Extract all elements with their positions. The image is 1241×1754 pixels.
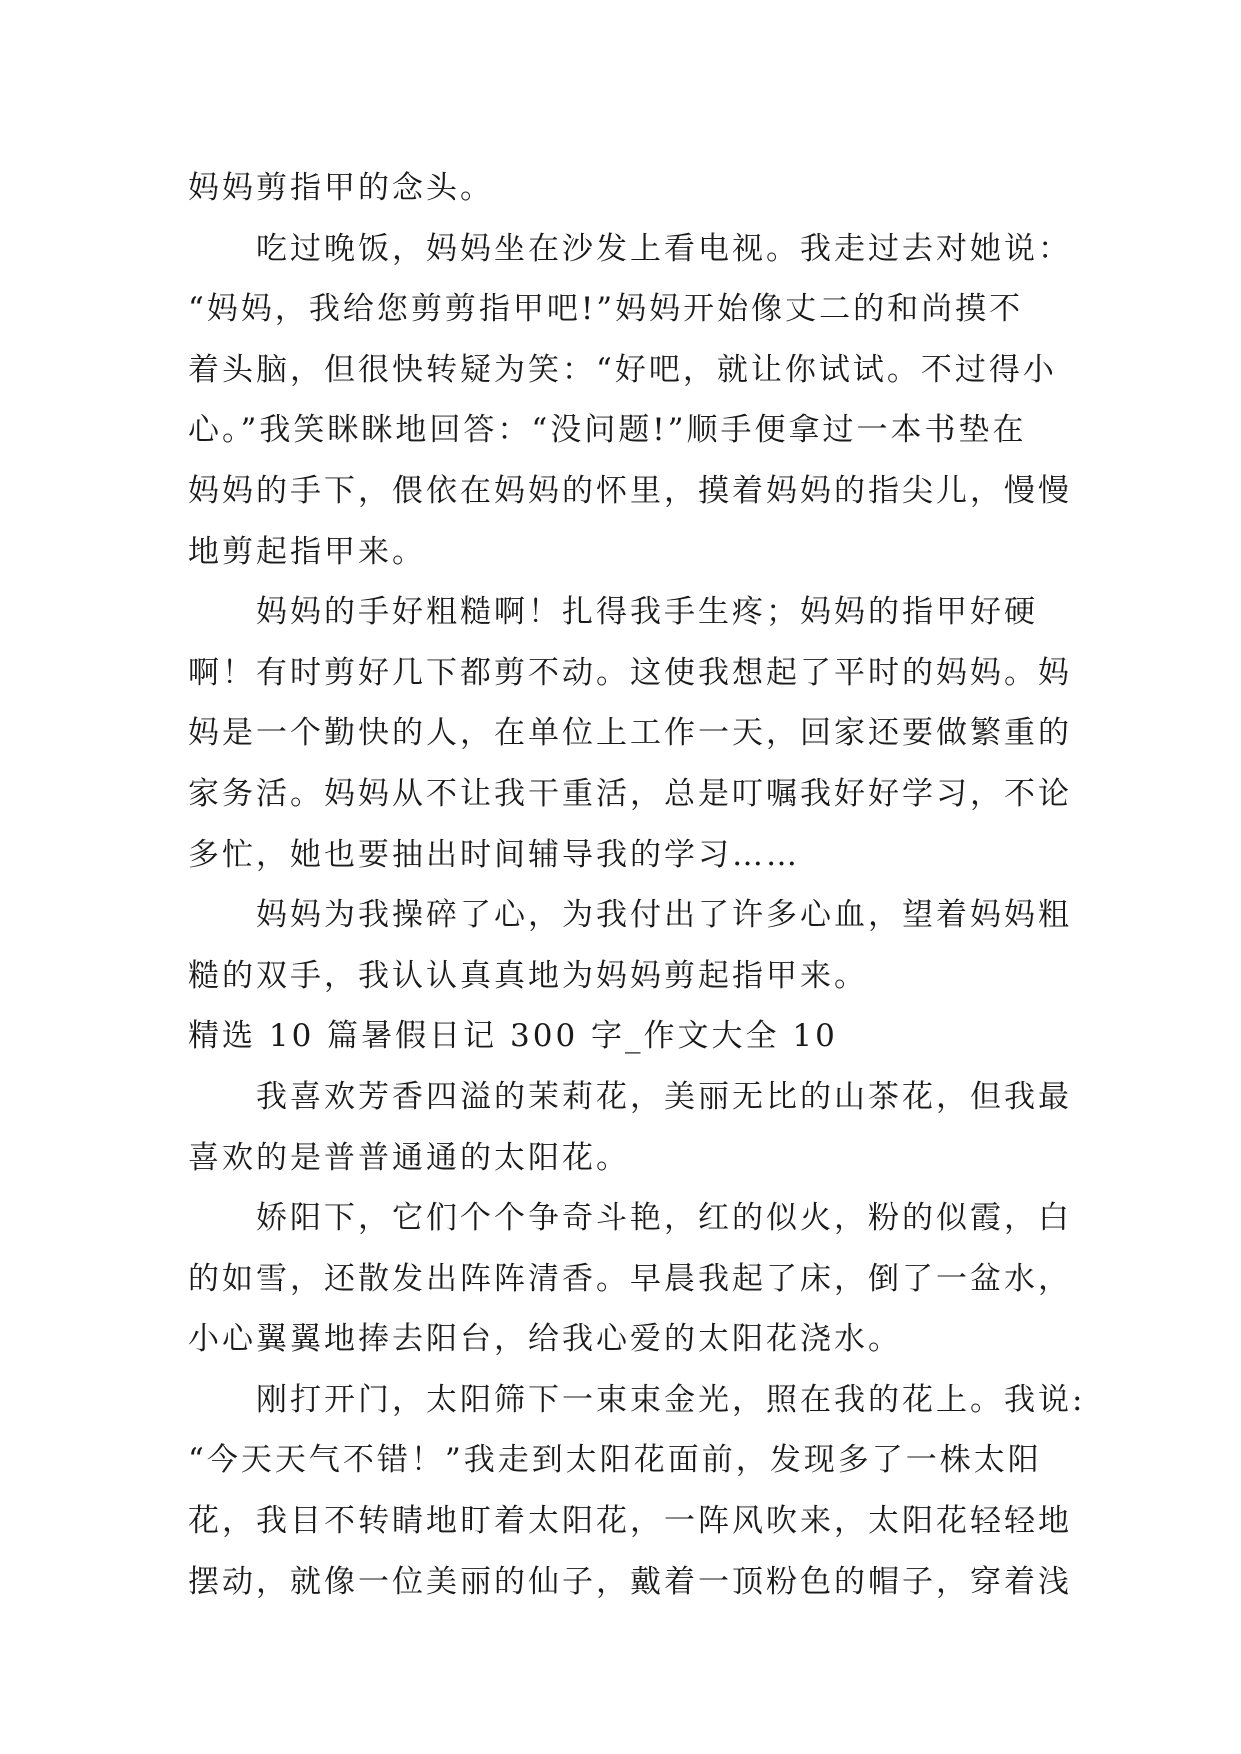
text-line: 花，我目不转睛地盯着太阳花，一阵风吹来，太阳花轻轻地 (188, 1503, 1072, 1540)
text-line: 地剪起指甲来。 (188, 533, 426, 570)
text-line: 娇阳下，它们个个争奇斗艳，红的似火，粉的似霞，白 (256, 1200, 1072, 1237)
text-line: 妈妈剪指甲的念头。 (188, 170, 494, 206)
text-line: 妈妈的手下，偎依在妈妈的怀里，摸着妈妈的指尖儿，慢慢 (188, 472, 1072, 509)
text-line: 心。”我笑眯眯地回答：“没问题!”顺手便拿过一本书垫在 (188, 412, 1027, 449)
text-line: “妈妈，我给您剪剪指甲吧!”妈妈开始像丈二的和尚摸不 (188, 291, 1024, 328)
text-line: 多忙，她也要抽出时间辅导我的学习…… (188, 836, 800, 873)
text-line: 妈是一个勤快的人，在单位上工作一天，回家还要做繁重的 (188, 715, 1072, 752)
text-line: 摆动，就像一位美丽的仙子，戴着一顶粉色的帽子，穿着浅 (188, 1563, 1072, 1600)
text-line: 啊！有时剪好几下都剪不动。这使我想起了平时的妈妈。妈 (188, 654, 1072, 691)
text-line: 小心翼翼地捧去阳台，给我心爱的太阳花浇水。 (188, 1321, 902, 1358)
text-line: 我喜欢芳香四溢的茉莉花，美丽无比的山茶花，但我最 (256, 1078, 1072, 1115)
text-line: 的如雪，还散发出阵阵清香。早晨我起了床，倒了一盆水， (188, 1260, 1072, 1297)
text-line: 喜欢的是普普通通的太阳花。 (188, 1139, 630, 1176)
text-line: 妈妈为我操碎了心，为我付出了许多心血，望着妈妈粗 (256, 897, 1072, 934)
text-line: 刚打开门，太阳筛下一束束金光，照在我的花上。我说: (256, 1381, 1086, 1418)
text-line: 妈妈的手好粗糙啊！扎得我手生疼；妈妈的指甲好硬 (256, 594, 1038, 631)
text-line: 吃过晚饭，妈妈坐在沙发上看电视。我走过去对她说： (256, 230, 1072, 267)
text-line: 糙的双手，我认认真真地为妈妈剪起指甲来。 (188, 957, 868, 994)
text-line: 精选 10 篇暑假日记 300 字_作文大全 10 (188, 1018, 838, 1055)
text-line: 家务活。妈妈从不让我干重活，总是叮嘱我好好学习，不论 (188, 775, 1072, 812)
document-body (188, 158, 1086, 1612)
text-line: “今天天气不错！”我走到太阳花面前，发现多了一株太阳 (188, 1442, 1042, 1479)
text-line: 着头脑，但很快转疑为笑：“好吧，就让你试试。不过得小 (188, 351, 1057, 388)
